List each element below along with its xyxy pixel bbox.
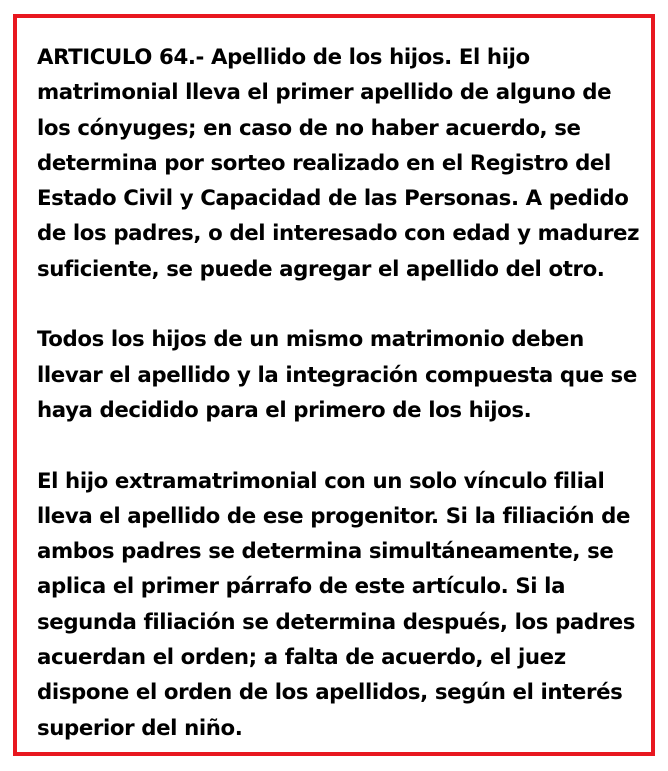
text-line: acuerdan el orden; a falta de acuerdo, el juez: [37, 645, 566, 671]
text-line: aplica el primer párrafo de este artículo. Si la: [37, 574, 566, 600]
paragraph-2: [37, 322, 637, 428]
article-text: [37, 40, 640, 746]
text-line: haya decidido para el primero de los hijos.: [37, 397, 532, 423]
text-line: Todos los hijos de un mismo matrimonio deben: [37, 327, 584, 353]
paragraph-spacer: [37, 287, 637, 322]
text-line: ambos padres se determina simultáneamente, se: [37, 539, 614, 565]
text-line: matrimonial lleva el primer apellido de alguno de: [37, 80, 612, 106]
text-line: El hijo extramatrimonial con un solo vínculo filial: [37, 468, 605, 494]
text-line: superior del niño.: [37, 715, 243, 741]
text-line: Estado Civil y Capacidad de las Personas. A pedido: [37, 186, 629, 212]
text-line: suficiente, se puede agregar el apellido del otro.: [37, 256, 605, 282]
text-line: dispone el orden de los apellidos, según el interés: [37, 680, 623, 706]
paragraph-3: [37, 464, 637, 746]
text-line: lleva el apellido de ese progenitor. Si la filiación de: [37, 503, 631, 529]
text-line: segunda filiación se determina después, los padres: [37, 609, 636, 635]
text-line: llevar el apellido y la integración compuesta que se: [37, 362, 637, 388]
paragraph-spacer: [37, 428, 637, 463]
text-line: de los padres, o del interesado con edad y madurez: [37, 221, 640, 247]
text-line: ARTICULO 64.- Apellido de los hijos. El hijo: [37, 45, 530, 70]
text-line: los cónyuges; en caso de no haber acuerdo, se: [37, 115, 581, 141]
paragraph-1: [37, 40, 640, 287]
text-line: determina por sorteo realizado en el Registro del: [37, 150, 611, 176]
